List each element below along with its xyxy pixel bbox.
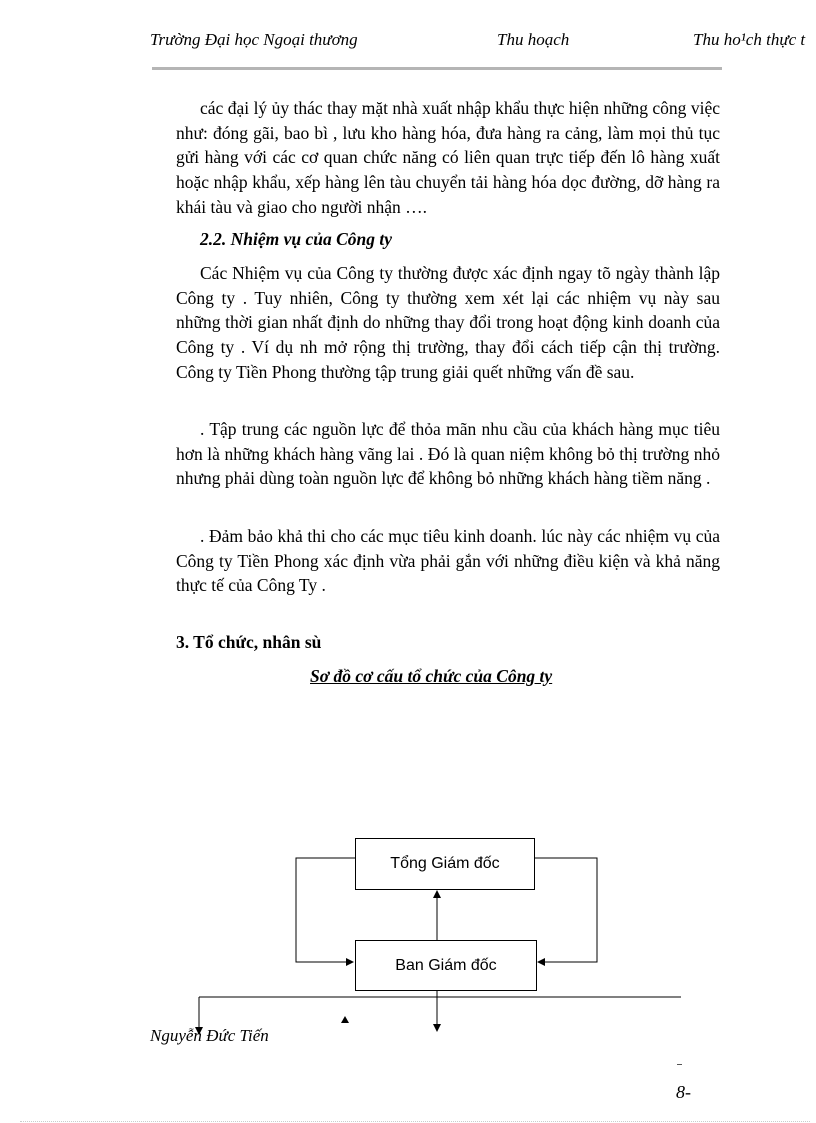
header-school: Trường Đại học Ngoại thương bbox=[150, 30, 358, 49]
header-center: Thu hoạch bbox=[497, 30, 570, 49]
box-general-director: Tổng Giám đốc bbox=[355, 838, 535, 890]
paragraph-tasks: Các Nhiệm vụ của Công ty thường được xác định ngay tõ ngày thành lập Công ty . Tuy nhiên, Công ty thường xem xét lại các nhiệm vụ này sau những thời gian nhất định do những thay đổi trong hoạt động kinh doanh của Công ty . Ví dụ nh mở rộng thị trường, thay đổi cách tiếp cận thị trường. Công ty Tiền Phong thường tập trung giải quết những vấn đề sau. bbox=[176, 263, 720, 382]
paragraph-focus: . Tập trung các nguồn lực để thỏa mãn nhu cầu của khách hàng mục tiêu hơn là những khách hàng vãng lai . Đó là quan niệm không bỏ thị trường nhỏ nhưng phải dùng toàn nguồn lực để không bỏ những khách hàng tiềm năng . bbox=[176, 419, 720, 489]
connector-right-loop bbox=[535, 858, 597, 962]
paragraph-feasibility: . Đảm bảo khả thi cho các mục tiêu kinh doanh. lúc này các nhiệm vụ của Công ty Tiền Phong xác định vừa phải gắn với những điều kiện và khả năng thực tế của Công Ty . bbox=[176, 526, 720, 596]
connector-left-loop bbox=[296, 858, 355, 962]
paragraph-agents: các đại lý ủy thác thay mặt nhà xuất nhập khẩu thực hiện những công việc như: đóng gãi, bao bì , lưu kho hàng hóa, đưa hàng ra cảng, làm mọi thủ tục gửi hàng với các cơ quan chức năng có liên quan trực tiếp đến lô hàng xuất hoặc nhập khẩu, xếp hàng lên tàu chuyển tải hàng hóa dọc đường, dỡ hàng ra khái tàu và giao cho người nhận …. bbox=[176, 98, 720, 217]
header-right: Thu ho¹ch thực t bbox=[693, 30, 806, 49]
chart-title: Sơ đồ cơ cấu tổ chức của Công ty bbox=[310, 666, 553, 686]
footer-author: Nguyễn Đức Tiến bbox=[150, 1026, 269, 1045]
page-number: 8- bbox=[676, 1082, 691, 1102]
box-board-of-directors: Ban Giám đốc bbox=[355, 940, 537, 991]
bottom-divider bbox=[20, 1121, 810, 1122]
section-heading: 3. Tổ chức, nhân sù bbox=[176, 632, 322, 652]
small-up-arrowhead bbox=[341, 1016, 349, 1023]
page-number-mark bbox=[677, 1064, 682, 1065]
subheading-tasks: 2.2. Nhiệm vụ của Công ty bbox=[200, 229, 393, 249]
